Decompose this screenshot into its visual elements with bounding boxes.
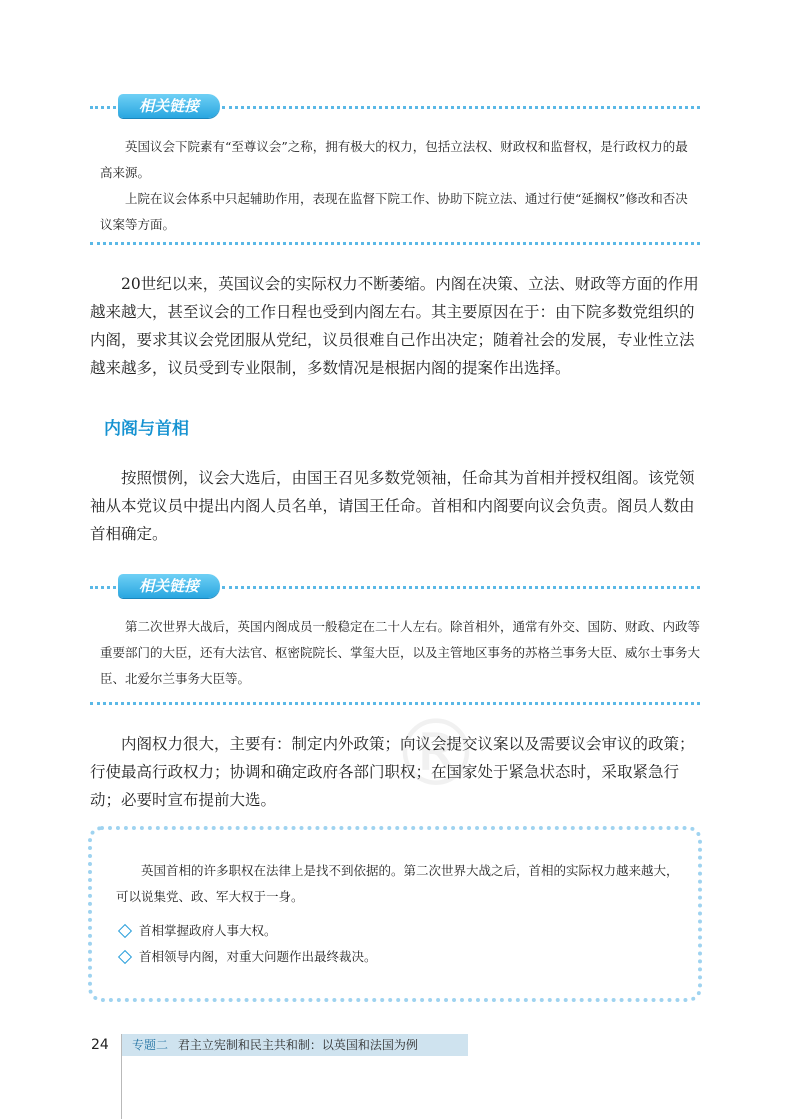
note-box <box>88 826 702 1002</box>
body-paragraph <box>90 730 702 814</box>
diamond-bullet-icon <box>118 924 132 938</box>
note-lead: 英国首相的许多职权在法律上是找不到依据的。第二次世界大战之后，首相的实际权力越来越大，可以说集党、政、军大权于一身。 <box>116 863 679 904</box>
body-paragraph <box>90 464 702 548</box>
dotted-rule-top <box>222 106 700 109</box>
related-link-paragraph: 上院在议会体系中只起辅助作用，表现在监督下院工作、协助下院立法、通过行使“延搁权”修改和否决议案等方面。 <box>100 191 688 232</box>
topic-tag: 专题二 <box>132 1038 169 1052</box>
related-link-tag: 相关链接 <box>118 94 220 118</box>
note-content <box>116 858 682 970</box>
dotted-rule-top <box>222 586 700 589</box>
body-text: 内阁权力很大，主要有：制定内外政策；向议会提交议案以及需要议会审议的政策；行使最高行政权力；协调和确定政府各部门职权；在国家处于紧急状态时，采取紧急行动；必要时宣布提前大选。 <box>90 735 695 809</box>
dotted-rule-left <box>90 586 116 589</box>
page-number: 24 <box>91 1037 109 1053</box>
related-link-paragraph: 英国议会下院素有“至尊议会”之称，拥有极大的权力，包括立法权、财政权和监督权，是行政权力的最高来源。 <box>100 139 688 180</box>
section-title: 内阁与首相 <box>104 419 189 439</box>
note-bullet <box>116 918 682 944</box>
body-text: 20世纪以来，英国议会的实际权力不断萎缩。内阁在决策、立法、财政等方面的作用越来越大，甚至议会的工作日程也受到内阁左右。其主要原因在于：由下院多数党组织的内阁，要求其议会党团服从党纪，议员很难自己作出决定；随着社会的发展，专业性立法越来越多，议员受到专业限制，多数情况是根据内阁的提案作出选择。 <box>90 275 699 377</box>
body-text: 按照惯例，议会大选后，由国王召见多数党领袖，任命其为首相并授权组阁。该党领袖从本党议员中提出内阁人员名单，请国王任命。首相和内阁要向议会负责。阁员人数由首相确定。 <box>90 469 695 543</box>
dotted-rule-left <box>90 106 116 109</box>
running-footer <box>122 1034 468 1056</box>
related-link-paragraph: 第二次世界大战后，英国内阁成员一般稳定在二十人左右。除首相外，通常有外交、国防、财政、内政等重要部门的大臣，还有大法官、枢密院院长、掌玺大臣，以及主管地区事务的苏格兰事务大臣、威尔士事务大臣、北爱尔兰事务大臣等。 <box>100 619 701 686</box>
dotted-rule-bottom <box>90 242 700 245</box>
note-bullet-text: 首相掌握政府人事大权。 <box>139 923 277 938</box>
related-link-content <box>100 614 700 692</box>
body-paragraph <box>90 270 702 382</box>
diamond-bullet-icon <box>118 950 132 964</box>
note-bullet-text: 首相领导内阁，对重大问题作出最终裁决。 <box>139 949 377 964</box>
chapter-title: 君主立宪制和民主共和制：以英国和法国为例 <box>177 1038 418 1052</box>
note-bullet <box>116 944 682 970</box>
related-link-content <box>100 134 700 238</box>
related-link-tag: 相关链接 <box>118 574 220 598</box>
publisher-watermark: ® <box>390 700 488 807</box>
